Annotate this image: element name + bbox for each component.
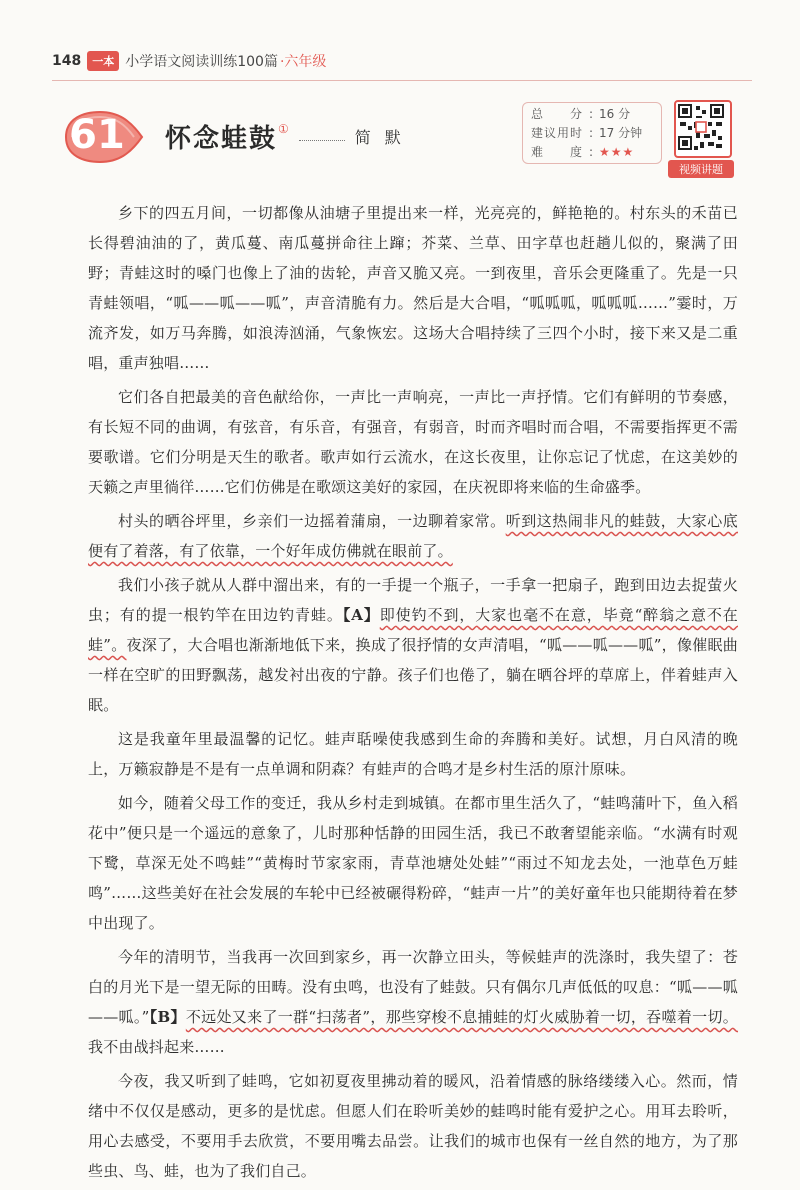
paragraph-2: 它们各自把最美的音色献给你，一声比一声响亮，一声比一声抒情。它们有鲜明的节奏感，有长短不同的曲调，有弦音，有乐音，有强音，有弱音，时而齐唱时而合唱，不需要指挥更不需要歌谱。它们分明是天生的歌者。歌声如行云流水，在这长夜里，让你忘记了忧虑，在这美妙的天籁之声里徜徉……它们仿佛是在歌颂这美好的家园，在庆祝即将来临的生命盛季。 (88, 388, 738, 496)
paragraph-5: 这是我童年里最温馨的记忆。蛙声聒噪使我感到生命的奔腾和美好。试想，月白风清的晚上，万籁寂静是不是有一点单调和阴森？有蛙声的合鸣才是乡村生活的原汁原味。 (88, 730, 738, 778)
meta-total-label: 总 分 (531, 107, 584, 121)
article-body (88, 198, 738, 1190)
marker-b: 【B】 (149, 1008, 186, 1026)
paragraph-4-text: 我们小孩子就从人群中溜出来，有的一手提一个瓶子，一手拿一把扇子，跑到田边去捉萤火虫；有的提一根钓竿在田边钓青蛙。 (88, 576, 738, 624)
meta-total-value: 16 分 (599, 107, 631, 121)
marker-a: 【A】 (342, 606, 380, 624)
author-name: 简默 (354, 128, 415, 147)
video-lesson-label[interactable]: 视频讲题 (668, 160, 734, 178)
meta-difficulty-label: 难 度 (531, 145, 584, 159)
difficulty-stars: ★★★ (599, 145, 635, 159)
paragraph-7-rest: 我不由战抖起来…… (88, 1038, 225, 1056)
paragraph-4 (88, 570, 738, 720)
qr-code[interactable] (674, 100, 732, 158)
page-header (52, 50, 326, 72)
meta-difficulty-row: 难 度 : ★★★ (531, 143, 653, 162)
underlined-sentence: 听到这热闹非凡的蛙鼓，大家心底便有了着落，有了依靠，一个好年成仿佛就在眼前了。 (88, 512, 738, 560)
title-author-leader (299, 140, 345, 141)
lesson-number: 61 (69, 112, 125, 158)
article-title: 怀念蛙鼓 (165, 124, 278, 154)
paragraph-7 (88, 942, 738, 1062)
meta-time-value: 17 分钟 (599, 126, 643, 140)
page-number: 148 (52, 53, 82, 69)
paragraph-8: 今夜，我又听到了蛙鸣，它如初夏夜里拂动着的暖风，沿着情感的脉络缕缕入心。然而，情绪中不仅仅是感动，更多的是忧虑。但愿人们在聆听美妙的蛙鸣时能有爱护之心。用耳去聆听，用心去感受，不要用手去欣赏，不要用嘴去品尝。让我们的城市也保有一丝自然的地方，为了那些虫、鸟、蛙，也为了我们自己。 (88, 1072, 738, 1180)
paragraph-3-text: 村头的晒谷坪里，乡亲们一边摇着蒲扇，一边聊着家常。 (118, 512, 506, 530)
paragraph-4-rest: 夜深了，大合唱也渐渐地低下来，换成了很抒情的女声清唱，“呱——呱——呱”，像催眠曲一样在空旷的田野飘荡，越发衬出夜的宁静。孩子们也倦了，躺在晒谷坪的草席上，伴着蛙声入眠。 (88, 636, 738, 714)
lesson-number-badge (58, 108, 144, 166)
meta-time-row: 建议用时 : 17 分钟 (531, 124, 653, 143)
footnote-marker: ① (278, 121, 289, 136)
qr-code-icon (676, 102, 726, 152)
paragraph-7-text: 今年的清明节，当我再一次回到家乡，再一次静立田头，等候蛙声的洗涤时，我失望了：苍白的月光下是一望无际的田畴。没有虫鸣，也没有了蛙鼓。只有偶尔几声低低的叹息：“呱——呱——呱。” (88, 948, 738, 1026)
header-divider (52, 80, 752, 81)
brand-logo: 一本 (87, 51, 119, 71)
series-title: 小学语文阅读训练100篇 (125, 54, 278, 70)
paragraph-1: 乡下的四五月间，一切都像从油塘子里提出来一样，光亮亮的，鲜艳艳的。村东头的禾苗已长得碧油油的了，黄瓜蔓、南瓜蔓拼命往上蹿；芥菜、兰草、田字草也赶趟儿似的，聚满了田野；青蛙这时的嗓门也像上了油的齿轮，声音又脆又亮。一到夜里，音乐会更隆重了。先是一只青蛙领唱，“呱——呱——呱”，声音清脆有力。然后是大合唱，“呱呱呱，呱呱呱……”霎时，万流齐发，如万马奔腾，如浪涛汹涌，气象恢宏。这场大合唱持续了三四个小时，接下来又是二重唱，重声独唱…… (88, 204, 738, 372)
underlined-sentence-a: 即使钓不到，大家也毫不在意，毕竟“醉翁之意不在蛙”。 (88, 606, 738, 654)
title-row (165, 118, 415, 155)
series-grade: ·六年级 (279, 54, 327, 70)
paragraph-6: 如今，随着父母工作的变迁，我从乡村走到城镇。在都市里生活久了，“蛙鸣蒲叶下，鱼入稻花中”便只是一个遥远的意象了，儿时那种恬静的田园生活，我已不敢奢望能亲临。“水满有时观下鹭，草深无处不鸣蛙”“黄梅时节家家雨，青草池塘处处蛙”“雨过不知龙去处，一池草色万蛙鸣”……这些美好在社会发展的车轮中已经被碾得粉碎，“蛙声一片”的美好童年也只能期待着在梦中出现了。 (88, 794, 738, 932)
underlined-sentence-b: 不远处又来了一群“扫荡者”，那些穿梭不息捕蛙的灯火威胁着一切，吞噬着一切。 (185, 1008, 739, 1026)
lesson-meta-box (522, 102, 662, 164)
paragraph-3 (88, 506, 738, 566)
meta-total-row: 总 分 : 16 分 (531, 105, 653, 124)
meta-time-label: 建议用时 (531, 126, 584, 140)
